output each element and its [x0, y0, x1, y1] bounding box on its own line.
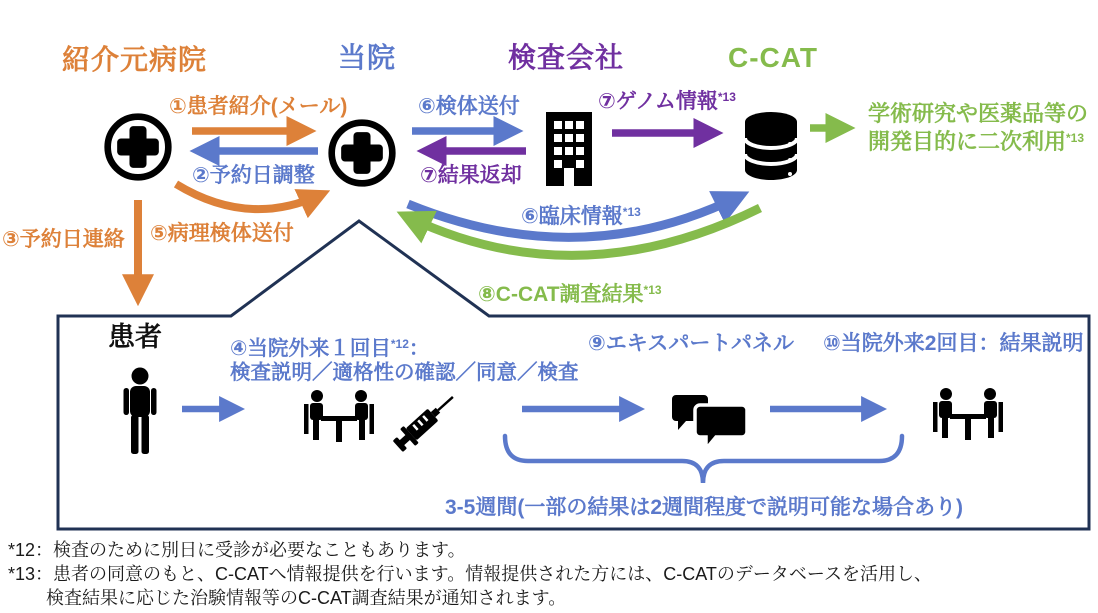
hospital-cross-icon: [326, 117, 398, 189]
flow-7-result-return-label: ⑦結果返却: [420, 164, 522, 187]
flow-5-pathology-specimen-label: ⑤病理検体送付: [150, 222, 294, 245]
entity-ccat: C-CAT: [728, 42, 819, 73]
step-4-visit1-label: ④当院外来１回目$^{*12}$： 検査説明／適格性の確認／同意／検査: [230, 337, 579, 384]
entity-testing-company: 検査会社: [508, 42, 625, 73]
consultation-table-icon: [932, 388, 1004, 440]
database-icon: [743, 111, 799, 181]
flow-1-patient-referral-label: ①患者紹介(メール): [169, 95, 348, 118]
flow-8-ccat-result-label: ⑧C-CAT調査結果$^{*13}$: [478, 283, 662, 306]
flow-3-schedule-notice-label: ③予約日連絡: [2, 228, 125, 251]
footnote-12: *12：検査のために別日に受診が必要なこともあります。: [8, 540, 466, 560]
entity-our-hospital: 当院: [338, 42, 397, 73]
office-building-icon: [543, 110, 595, 186]
flow-6-clinical-info-label: ⑥臨床情報$^{*13}$: [521, 205, 641, 228]
consultation-table-icon: [303, 390, 375, 442]
secondary-use-label: 学術研究や医薬品等の 開発目的に二次利用$^{*13}$: [868, 101, 1089, 154]
flow-7-genome-info-label: ⑦ゲノム情報$^{*13}$: [598, 90, 736, 113]
step-10-visit2-label: ⑩当院外来2回目：結果説明: [823, 332, 1084, 355]
duration-label: 3-5週間(一部の結果は2週間程度で説明可能な場合あり): [445, 496, 964, 519]
entity-referring-hospital: 紹介元病院: [62, 44, 208, 75]
flow-2-schedule-adjust-label: ②予約日調整: [192, 164, 315, 187]
discussion-bubbles-icon: [670, 393, 750, 451]
patient-person-icon: [120, 367, 160, 455]
footnote-13-line2: 検査結果に応じた治験情報等のC-CAT調査結果が通知されます。: [46, 588, 567, 608]
patient-label: 患者: [108, 322, 162, 352]
step-9-expert-panel-label: ⑨エキスパートパネル: [588, 332, 794, 355]
footnote-13-line1: *13：患者の同意のもと、C-CATへ情報提供を行います。情報提供された方には、C-CATのデータベースを活用し、: [8, 564, 932, 584]
hospital-cross-icon: [102, 111, 174, 183]
syringe-icon: [386, 383, 466, 459]
flow-6-specimen-send-label: ⑥検体送付: [418, 95, 520, 118]
